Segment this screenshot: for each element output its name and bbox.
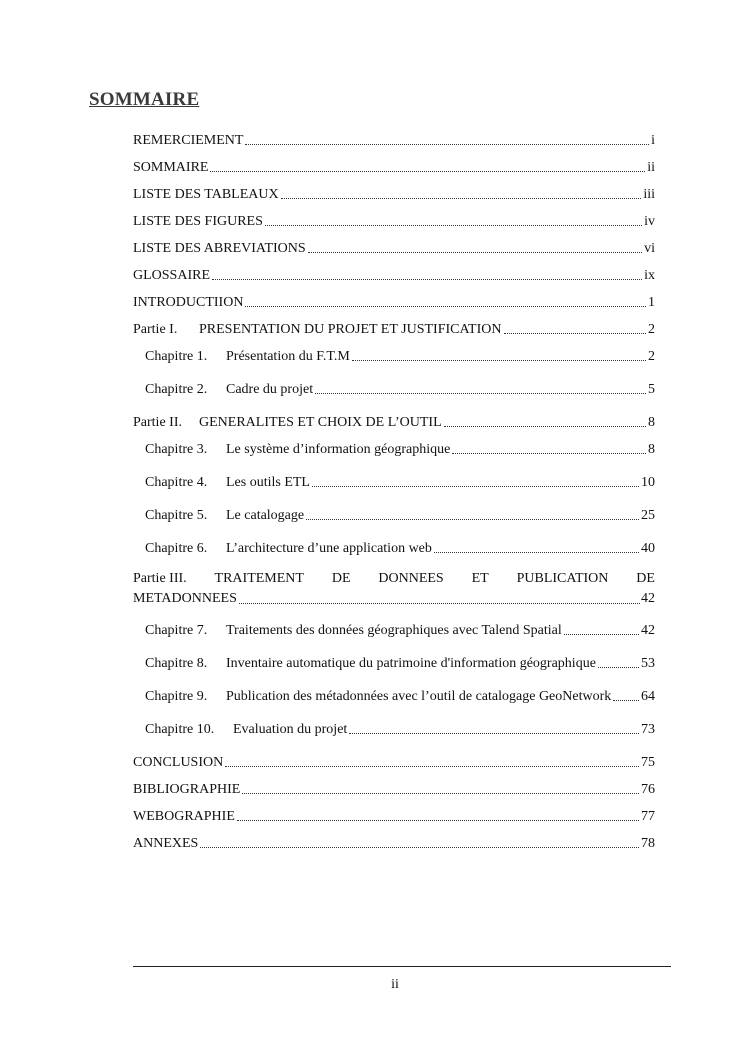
toc-entry-word: PUBLICATION	[516, 571, 609, 586]
toc-entry-line-1	[133, 569, 655, 589]
toc-entry-page: vi	[644, 241, 655, 256]
toc-entry-number: Chapitre 4.	[145, 475, 208, 490]
toc-entry-label: Présentation du F.T.M	[226, 349, 350, 364]
toc-entry-label: REMERCIEMENT	[133, 133, 244, 148]
toc-entry-page: 2	[648, 322, 655, 337]
toc-entry-page: 1	[648, 295, 655, 310]
toc-entry-number: Chapitre 10.	[145, 722, 215, 737]
toc-entry-label: LISTE DES FIGURES	[133, 214, 263, 229]
dot-leader	[312, 485, 639, 487]
table-of-contents	[133, 128, 655, 858]
page-title: SOMMAIRE	[89, 89, 200, 110]
toc-entry-number: Partie II.	[133, 415, 182, 430]
dot-leader	[242, 792, 639, 794]
toc-entry-word: DE	[331, 571, 351, 586]
toc-entry-label: Les outils ETL	[226, 475, 310, 490]
toc-entry-number: Chapitre 5.	[145, 508, 208, 523]
toc-entry-page: ii	[647, 160, 655, 175]
dot-leader	[210, 170, 645, 172]
toc-entry-label: SOMMAIRE	[133, 160, 209, 175]
toc-entry-chapitre-7[interactable]	[133, 618, 655, 638]
dot-leader	[434, 551, 639, 553]
dot-leader	[212, 278, 642, 280]
toc-entry-number: Partie III.	[133, 571, 187, 586]
toc-entry-page: iii	[643, 187, 655, 202]
toc-entry-page: 8	[648, 442, 655, 457]
dot-leader	[245, 305, 646, 307]
toc-entry-number: Partie I.	[133, 322, 178, 337]
toc-entry-introduction[interactable]	[133, 290, 655, 310]
dot-leader	[200, 846, 639, 848]
dot-leader	[315, 392, 646, 394]
toc-entry-word: DONNEES	[378, 571, 444, 586]
toc-entry-glossaire[interactable]	[133, 263, 655, 283]
toc-entry-chapitre-10[interactable]	[133, 717, 655, 737]
toc-entry-number: Chapitre 7.	[145, 623, 208, 638]
toc-entry-number: Chapitre 6.	[145, 541, 208, 556]
toc-entry-label: LISTE DES TABLEAUX	[133, 187, 279, 202]
toc-entry-page: 64	[641, 689, 655, 704]
toc-entry-chapitre-8[interactable]	[133, 651, 655, 671]
toc-entry-chapitre-4[interactable]	[133, 470, 655, 490]
toc-entry-label: INTRODUCTIION	[133, 295, 244, 310]
dot-leader	[281, 197, 642, 199]
toc-entry-label: Evaluation du projet	[233, 722, 348, 737]
toc-entry-chapitre-9[interactable]	[133, 684, 655, 704]
toc-entry-number: Chapitre 1.	[145, 349, 208, 364]
toc-entry-page: 8	[648, 415, 655, 430]
toc-entry-sommaire[interactable]	[133, 155, 655, 175]
toc-entry-number: Chapitre 8.	[145, 656, 208, 671]
toc-entry-word: TRAITEMENT	[214, 571, 304, 586]
toc-entry-page: ix	[644, 268, 655, 283]
toc-entry-page: iv	[644, 214, 655, 229]
toc-entry-page: 10	[641, 475, 655, 490]
toc-entry-label: WEBOGRAPHIE	[133, 809, 235, 824]
dot-leader	[598, 666, 639, 668]
toc-entry-label: Traitements des données géographiques avec Talend Spatial	[226, 623, 562, 638]
toc-entry-label: ANNEXES	[133, 836, 199, 851]
toc-entry-chapitre-2[interactable]	[133, 377, 655, 397]
toc-entry-label: BIBLIOGRAPHIE	[133, 782, 241, 797]
toc-entry-label: Publication des métadonnées avec l’outil de catalogage GeoNetwork	[226, 689, 612, 704]
dot-leader	[613, 699, 639, 701]
toc-entry-label: L’architecture d’une application web	[226, 541, 432, 556]
toc-entry-page: 73	[641, 722, 655, 737]
toc-entry-label: LISTE DES ABREVIATIONS	[133, 241, 306, 256]
toc-entry-annexes[interactable]	[133, 831, 655, 851]
dot-leader	[444, 425, 646, 427]
toc-entry-label: Le catalogage	[226, 508, 305, 523]
dot-leader	[352, 359, 646, 361]
toc-entry-page: 53	[641, 656, 655, 671]
toc-entry-page: 76	[641, 782, 655, 797]
dot-leader	[564, 633, 639, 635]
dot-leader	[452, 452, 646, 454]
toc-entry-chapitre-6[interactable]	[133, 536, 655, 556]
toc-entry-label: GLOSSAIRE	[133, 268, 211, 283]
toc-entry-number: Chapitre 9.	[145, 689, 208, 704]
dot-leader	[306, 518, 639, 520]
toc-entry-page: 42	[641, 623, 655, 638]
toc-entry-liste-abreviations[interactable]	[133, 236, 655, 256]
toc-entry-page: 5	[648, 382, 655, 397]
dot-leader	[504, 332, 647, 334]
toc-entry-page: 42	[641, 591, 655, 606]
toc-entry-page: 75	[641, 755, 655, 770]
footer-divider	[133, 966, 671, 967]
toc-entry-bibliographie[interactable]	[133, 777, 655, 797]
toc-entry-webographie[interactable]	[133, 804, 655, 824]
toc-entry-label: Inventaire automatique du patrimoine d'information géographique	[226, 656, 596, 671]
dot-leader	[349, 732, 639, 734]
toc-entry-page: 78	[641, 836, 655, 851]
toc-entry-partie-1[interactable]	[133, 317, 655, 337]
toc-entry-label: CONCLUSION	[133, 755, 224, 770]
toc-entry-label: Le système d’information géographique	[226, 442, 451, 457]
toc-entry-chapitre-3[interactable]	[133, 437, 655, 457]
toc-entry-page: 40	[641, 541, 655, 556]
toc-entry-label: METADONNEES	[133, 591, 237, 606]
toc-entry-conclusion[interactable]	[133, 750, 655, 770]
toc-entry-partie-3[interactable]	[133, 569, 655, 609]
dot-leader	[239, 602, 640, 604]
footer-page-number: ii	[391, 977, 399, 992]
toc-entry-line-2	[133, 589, 655, 609]
toc-entry-word: ET	[471, 571, 489, 586]
toc-entry-chapitre-1[interactable]	[133, 344, 655, 364]
toc-entry-number: Chapitre 3.	[145, 442, 208, 457]
toc-entry-partie-2[interactable]	[133, 410, 655, 430]
toc-entry-page: 2	[648, 349, 655, 364]
toc-entry-page: 77	[641, 809, 655, 824]
toc-entry-number: Chapitre 2.	[145, 382, 208, 397]
toc-entry-label: GENERALITES ET CHOIX DE L’OUTIL	[199, 415, 442, 430]
dot-leader	[308, 251, 642, 253]
dot-leader	[245, 143, 649, 145]
dot-leader	[237, 819, 639, 821]
toc-entry-label: PRESENTATION DU PROJET ET JUSTIFICATION	[199, 322, 502, 337]
toc-entry-liste-tableaux[interactable]	[133, 182, 655, 202]
toc-entry-word: DE	[636, 571, 655, 586]
toc-entry-remerciement[interactable]	[133, 128, 655, 148]
toc-entry-label: Cadre du projet	[226, 382, 314, 397]
toc-entry-liste-figures[interactable]	[133, 209, 655, 229]
toc-entry-page: i	[651, 133, 655, 148]
toc-entry-page: 25	[641, 508, 655, 523]
toc-entry-chapitre-5[interactable]	[133, 503, 655, 523]
dot-leader	[265, 224, 642, 226]
dot-leader	[225, 765, 639, 767]
